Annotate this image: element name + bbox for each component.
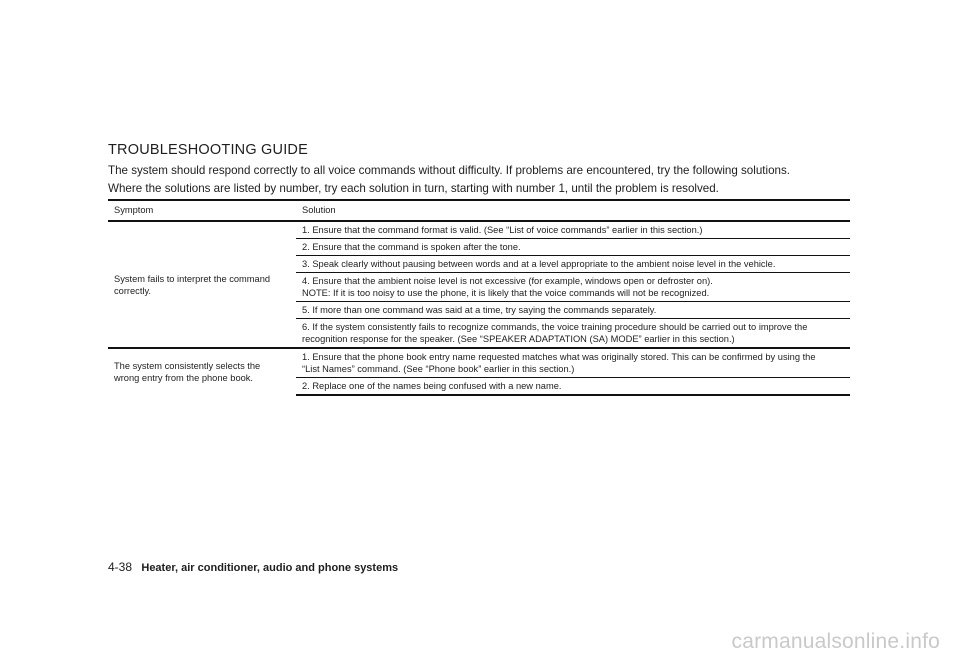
- solution-line: recognition response for the speaker. (See “SPEAKER ADAPTATION (SA) MODE” earlier in this section.): [302, 334, 735, 344]
- intro-paragraph: The system should respond correctly to all voice commands without difficulty. If problems are encountered, try the following solutions.: [108, 164, 790, 177]
- solution-cell: [296, 256, 850, 273]
- solution-line: 1. Ensure that the command format is valid. (See “List of voice commands” earlier in this section.): [302, 225, 703, 235]
- solution-cell: [296, 302, 850, 319]
- solution-line: “List Names” command. (See “Phone book” earlier in this section.): [302, 364, 575, 374]
- intro-text: [108, 162, 868, 198]
- solution-cell: [296, 273, 850, 302]
- solution-cell: [296, 319, 850, 349]
- solution-line: 2. Ensure that the command is spoken after the tone.: [302, 242, 521, 252]
- solution-line: 4. Ensure that the ambient noise level is not excessive (for example, windows open or defroster on).: [302, 276, 713, 286]
- troubleshooting-table: [108, 199, 850, 396]
- solution-line: 3. Speak clearly without pausing between words and at a level appropriate to the ambient noise level in the vehicle.: [302, 259, 776, 269]
- page-footer: [108, 560, 398, 574]
- watermark: carmanualsonline.info: [731, 630, 940, 653]
- page-heading: TROUBLESHOOTING GUIDE: [108, 142, 308, 158]
- table-row: [108, 221, 850, 239]
- solution-cell: [296, 348, 850, 378]
- symptom-cell: System fails to interpret the command correctly.: [114, 273, 271, 296]
- solution-line: 6. If the system consistently fails to recognize commands, the voice training procedure should be carried out to improve the: [302, 322, 808, 332]
- solution-line: 2. Replace one of the names being confused with a new name.: [302, 381, 562, 391]
- solution-line: 5. If more than one command was said at a time, try saying the commands separately.: [302, 305, 657, 315]
- solution-header: Solution: [296, 200, 850, 221]
- solution-line: 1. Ensure that the phone book entry name requested matches what was originally stored. This can be confirmed by using the: [302, 352, 816, 362]
- table-row: [108, 348, 850, 378]
- table-body: [108, 221, 850, 395]
- intro-paragraph: Where the solutions are listed by number, try each solution in turn, starting with number 1, until the problem is resolved.: [108, 182, 719, 195]
- solution-cell: [296, 378, 850, 396]
- table-header-row: [108, 200, 850, 221]
- page-number: 4-38: [108, 560, 133, 574]
- solution-line: NOTE: If it is too noisy to use the phone, it is likely that the voice commands will not be recognized.: [302, 288, 710, 298]
- solution-cell: [296, 239, 850, 256]
- solution-cell: [296, 221, 850, 239]
- section-title: Heater, air conditioner, audio and phone systems: [141, 562, 399, 574]
- symptom-cell: The system consistently selects the wrong entry from the phone book.: [108, 348, 296, 395]
- symptom-header: Symptom: [108, 200, 296, 221]
